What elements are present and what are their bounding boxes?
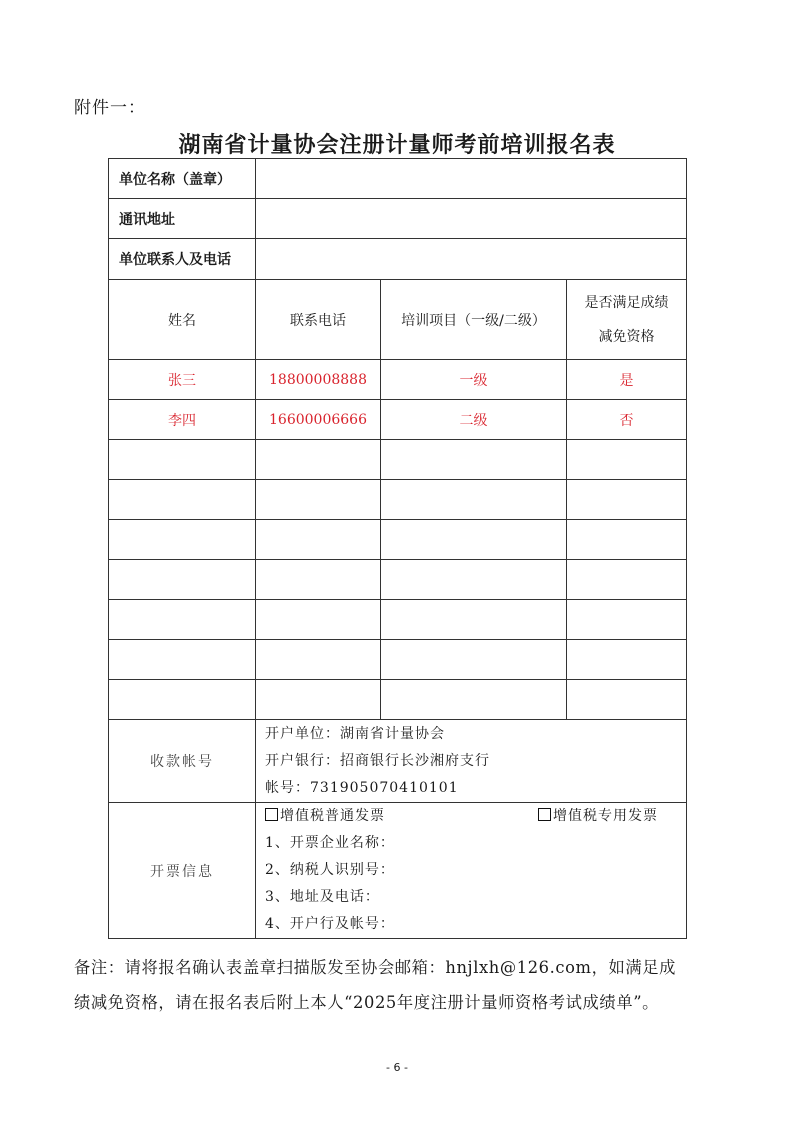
col-header-name: 姓名 [109, 280, 256, 360]
empty-cell[interactable] [567, 680, 687, 720]
empty-cell[interactable] [109, 520, 256, 560]
invoice-normal-label: 增值税普通发票 [280, 808, 385, 824]
header-row [109, 280, 687, 360]
row-phone[interactable]: 16600006666 [256, 400, 381, 440]
col-header-project: 培训项目（一级/二级） [381, 280, 567, 360]
payment-account: 帐号：731905070410101 [265, 779, 459, 796]
empty-cell[interactable] [381, 520, 567, 560]
empty-row [109, 680, 687, 720]
payment-label: 收款帐号 [109, 720, 256, 803]
empty-cell[interactable] [109, 560, 256, 600]
empty-row [109, 640, 687, 680]
page-number: - 6 - [386, 1061, 408, 1074]
empty-row [109, 600, 687, 640]
registration-table [108, 158, 687, 939]
row-project[interactable]: 二级 [381, 400, 567, 440]
invoice-row [109, 803, 687, 939]
invoice-info [256, 803, 687, 939]
empty-cell[interactable] [381, 560, 567, 600]
contact-label: 单位联系人及电话 [109, 239, 256, 280]
empty-cell[interactable] [567, 560, 687, 600]
row-phone[interactable]: 18800008888 [256, 360, 381, 400]
empty-cell[interactable] [567, 440, 687, 480]
empty-cell[interactable] [256, 440, 381, 480]
col-header-exempt-line2: 减免资格 [598, 328, 655, 345]
invoice-type-options [265, 803, 686, 830]
empty-cell[interactable] [256, 600, 381, 640]
contact-field[interactable] [256, 239, 687, 280]
empty-cell[interactable] [381, 600, 567, 640]
row-exempt[interactable]: 是 [567, 360, 687, 400]
col-header-exempt-line1: 是否满足成绩 [584, 294, 669, 311]
empty-row [109, 560, 687, 600]
remarks [74, 950, 734, 1020]
remarks-line1: 备注：请将报名确认表盖章扫描版发至协会邮箱：hnjlxh@126.com，如满足成 [74, 958, 676, 977]
empty-cell[interactable] [381, 480, 567, 520]
empty-cell[interactable] [109, 600, 256, 640]
empty-cell[interactable] [381, 680, 567, 720]
empty-cell[interactable] [256, 520, 381, 560]
empty-row [109, 520, 687, 560]
checkbox-icon[interactable] [538, 808, 551, 821]
empty-row [109, 480, 687, 520]
payment-row [109, 720, 687, 803]
invoice-item-taxid: 2、纳税人识别号： [265, 862, 395, 878]
checkbox-icon[interactable] [265, 808, 278, 821]
unit-name-row [109, 159, 687, 199]
remarks-line2: 绩减免资格，请在报名表后附上本人“2025年度注册计量师资格考试成绩单”。 [74, 993, 660, 1012]
attachment-label: 附件一： [74, 98, 146, 118]
empty-cell[interactable] [109, 440, 256, 480]
row-project[interactable]: 一级 [381, 360, 567, 400]
empty-cell[interactable] [256, 480, 381, 520]
empty-cell[interactable] [567, 600, 687, 640]
empty-cell[interactable] [256, 640, 381, 680]
invoice-item-address: 3、地址及电话： [265, 889, 380, 905]
payment-unit: 开户单位：湖南省计量协会 [265, 725, 445, 742]
unit-name-field[interactable] [256, 159, 687, 199]
invoice-special-label: 增值税专用发票 [553, 808, 659, 824]
empty-cell[interactable] [256, 680, 381, 720]
payment-info [256, 720, 687, 803]
contact-row [109, 239, 687, 280]
unit-name-label: 单位名称（盖章） [109, 159, 256, 199]
empty-cell[interactable] [109, 480, 256, 520]
invoice-normal-option[interactable] [265, 803, 385, 830]
empty-cell[interactable] [567, 480, 687, 520]
empty-cell[interactable] [381, 640, 567, 680]
row-name[interactable]: 张三 [109, 360, 256, 400]
empty-cell[interactable] [109, 640, 256, 680]
empty-cell[interactable] [381, 440, 567, 480]
table-row [109, 360, 687, 400]
payment-bank: 开户银行：招商银行长沙湘府支行 [265, 752, 490, 769]
address-row [109, 199, 687, 239]
form-title: 湖南省计量协会注册计量师考前培训报名表 [178, 133, 616, 158]
invoice-label: 开票信息 [109, 803, 256, 939]
empty-row [109, 440, 687, 480]
row-name[interactable]: 李四 [109, 400, 256, 440]
empty-cell[interactable] [567, 640, 687, 680]
col-header-phone: 联系电话 [256, 280, 381, 360]
col-header-exempt [567, 280, 687, 360]
invoice-special-option[interactable] [538, 803, 658, 830]
address-label: 通讯地址 [109, 199, 256, 239]
address-field[interactable] [256, 199, 687, 239]
invoice-item-bank: 4、开户行及帐号： [265, 916, 395, 932]
table-row [109, 400, 687, 440]
empty-cell[interactable] [256, 560, 381, 600]
invoice-item-company: 1、开票企业名称： [265, 835, 395, 851]
empty-cell[interactable] [109, 680, 256, 720]
row-exempt[interactable]: 否 [567, 400, 687, 440]
empty-cell[interactable] [567, 520, 687, 560]
